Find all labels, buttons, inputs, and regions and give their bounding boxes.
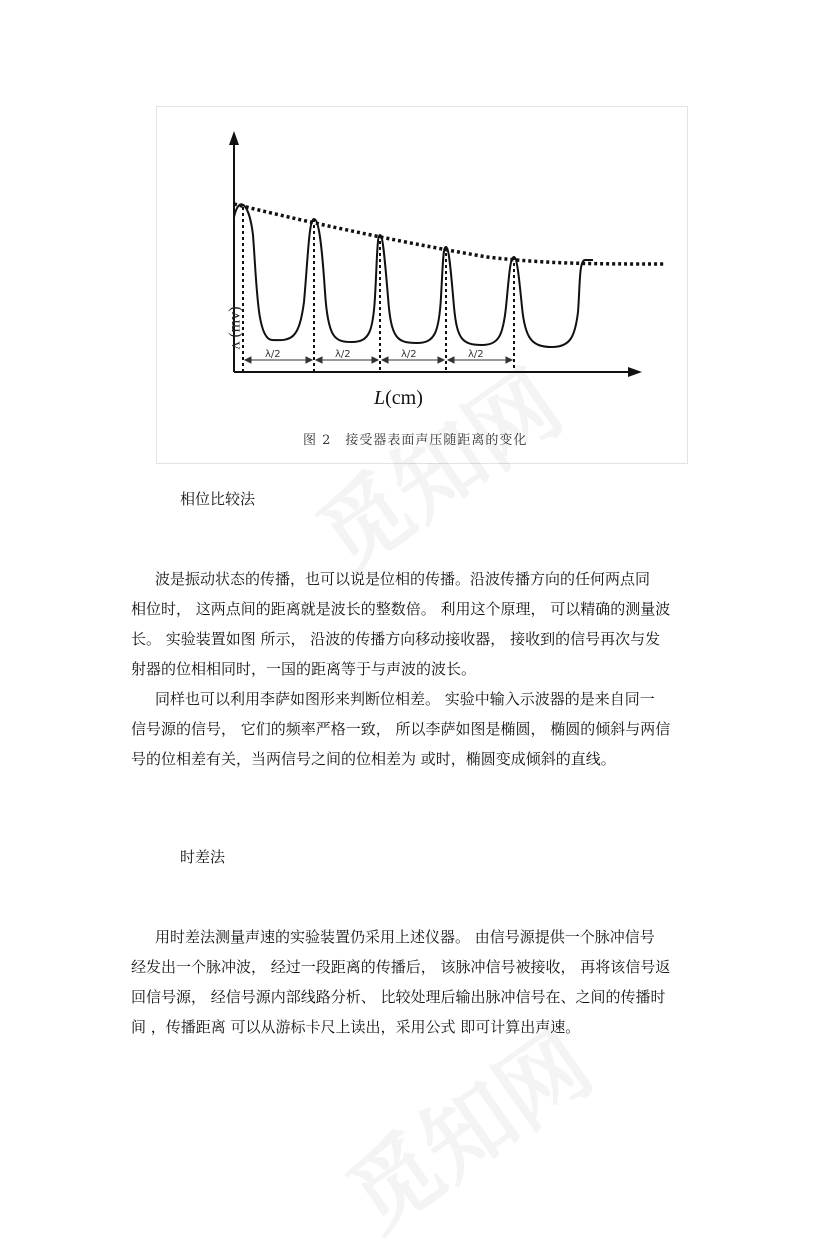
segment-label-3: λ/2 bbox=[401, 349, 417, 360]
y-axis-arrow bbox=[229, 131, 239, 145]
x-axis-variable: L bbox=[374, 387, 386, 409]
pressure-wave-curve bbox=[234, 204, 593, 347]
figure-caption: 图 2 接受器表面声压随距离的变化 bbox=[303, 433, 528, 448]
text-line: 射器的位相相同时，一国的距离等于与声波的波长。 bbox=[131, 660, 477, 678]
heading-phase-comparison: 相位比较法 bbox=[180, 490, 256, 508]
text-line: 长。 实验装置如图 所示， 沿波的传播方向移动接收器， 接收到的信号再次与发 bbox=[131, 630, 661, 648]
paragraph-time-1 bbox=[131, 922, 701, 1042]
text-line: 信号源的信号， 它们的频率严格一致， 所以李萨如图是椭圆， 椭圆的倾斜与两信 bbox=[131, 720, 671, 738]
text-line: 用时差法测量声速的实验装置仍采用上述仪器。 由信号源提供一个脉冲信号 bbox=[155, 928, 655, 946]
text-line: 相位时， 这两点间的距离就是波长的整数倍。 利用这个原理， 可以精确的测量波 bbox=[131, 600, 671, 618]
figure-pressure-vs-distance bbox=[156, 106, 688, 464]
text-line: 间 ，传播距离 可以从游标卡尺上读出，采用公式 即可计算出声速。 bbox=[131, 1018, 581, 1036]
segment-label-2: λ/2 bbox=[335, 349, 351, 360]
paragraph-phase-1 bbox=[131, 564, 701, 684]
paragraph-phase-2 bbox=[131, 684, 701, 774]
segment-label-1: λ/2 bbox=[265, 349, 281, 360]
x-axis-arrow bbox=[628, 367, 642, 377]
text-line: 回信号源， 经信号源内部线路分析、 比较处理后输出脉冲信号在、之间的传播时 bbox=[131, 988, 666, 1006]
text-line: 经发出一个脉冲波， 经过一段距离的传播后， 该脉冲信号被接收， 再将该信号返 bbox=[131, 958, 671, 976]
y-axis-label: ʌ (mv) bbox=[226, 306, 244, 350]
segment-label-4: λ/2 bbox=[468, 349, 484, 360]
text-line: 号的位相差有关，当两信号之间的位相差为 或时，椭圆变成倾斜的直线。 bbox=[131, 750, 616, 768]
text-line: 波是振动状态的传播，也可以说是位相的传播。沿波传播方向的任何两点同 bbox=[155, 570, 651, 588]
x-axis-label bbox=[374, 387, 423, 410]
heading-time-difference: 时差法 bbox=[180, 848, 226, 866]
text-line: 同样也可以利用李萨如图形来判断位相差。 实验中输入示波器的是来自同一 bbox=[155, 690, 655, 708]
x-axis-unit: (cm) bbox=[385, 387, 423, 409]
